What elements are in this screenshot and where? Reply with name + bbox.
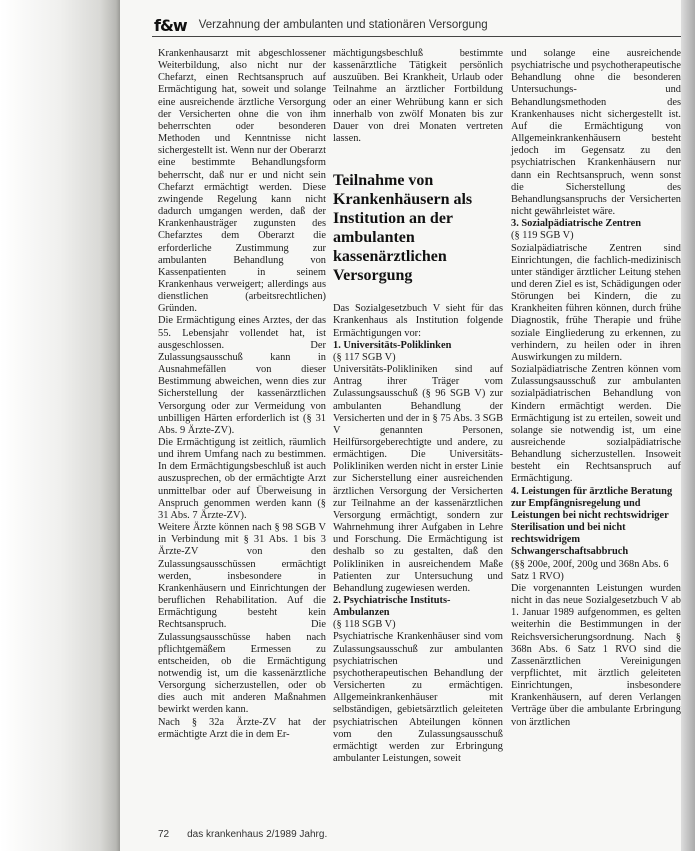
subsection-title: 1. Universitäts-Poliklinken — [333, 339, 452, 351]
paragraph: Die Ermächtigung ist zeitlich, räumlich und ihrem Umfang nach zu bestimmen. In dem Ermächtigungsbeschluß ist auch auszusprechen, ob der ermächtigte Arzt unmittelbar oder auf Überweisung in Anspruch genommen werden kann (§ 31 Abs. 7 Ärzte-ZV). — [158, 437, 326, 521]
journal-logo: f&w — [154, 15, 187, 35]
paragraph: Das Sozialgesetzbuch V sieht für das Krankenhaus als Institution folgende Ermächtigungen vor: — [333, 303, 503, 339]
column-3 — [511, 48, 681, 729]
paragraph: Nach § 32a Ärzte-ZV hat der ermächtigte Arzt die in dem Er- — [158, 716, 326, 740]
scan-right-edge — [681, 0, 695, 851]
paragraph: und solange eine ausreichende psychiatrische und psychotherapeutische Behandlung ohne die besonderen Untersuchungs- und Behandlungsmethoden des Krankenhauses nicht sichergestellt ist. Auf die Ermächtigung von Allgemeinkrankenhäusern besteht jedoch im Gegensatz zu den psychiatrischen Krankenhäusern nur dann ein Rechtsanspruch, wenn sonst die Sicherstellung des Behandlungsanspruchs der Versicherten nicht gewährleistet wäre. — [511, 48, 681, 218]
paragraph: Die vorgenannten Leistungen wurden nicht in das neue Sozialgesetzbuch V ab 1. Januar 1989 aufgenommen, es gelten weiterhin die Bestimmungen in der Reichsversicherungsordnung. Nach § 368n Abs. 6 Satz 1 RVO sind die Zassenärztlichen Vereinigungen verpflichtet, mit ärztlich geleiteten Einrichtungen, insbesondere Krankenhäusern, auf deren Verlangen Verträge über die ambulante Erbringung von ärztlichen — [511, 582, 681, 728]
section-heading: Teilnahme von Krankenhäusern als Institution an der ambulanten kassenärztlichen Versorgung — [333, 172, 473, 285]
page-number: 72 — [158, 829, 170, 840]
paragraph: Universitäts-Polikliniken sind auf Antrag ihrer Träger vom Zulassungsausschuß (§ 96 SGB V) zur ambulanten Behandlung der Versicherten und der in § 75 Abs. 3 SGB V genannten Personen, Heilfürsorgeberechtigte und andere, zu ermächtigen. Die Universitäts-Polikliniken werden nicht in erster Linie zur Sicherstellung einer ausreichenden ärztlichen Versorgung der Versicherten zur Teilnahme an der kassenärztlichen Versorgung ermächtigt, sondern zur Wahrnehmung ihrer Aufgaben in Lehre und Forschung. Die Ermächtigung ist deshalb so zu gestalten, daß den Polikliniken in ausreichendem Maße Patienten zur Untersuchung und Behandlung zugewiesen werden. — [333, 364, 503, 594]
scan-page-edge — [0, 0, 120, 851]
subsection-title: 4. Leistungen für ärztliche Beratung zur Empfängnisregelung und Leistungen bei nicht rechtswidriger Sterilisation und bei nicht rechtswidrigem Schwangerschaftsabbruch — [511, 485, 673, 558]
paragraph: Psychiatrische Krankenhäuser sind vom Zulassungsausschuß zur ambulanten psychiatrischen und psychotherapeutischen Behandlung der Versicherten zu ermächtigen. Allgemeinkrankenhäuser mit selbständigen, gebietsärztlich geleiteten psychiatrischen Abteilungen können vom den Zulassungsausschuß ermächtigt werden zur Erbringung ambulanter Leistungen, soweit — [333, 631, 503, 765]
footer-source: das krankenhaus 2/1989 Jahrg. — [187, 829, 328, 840]
column-2 — [333, 48, 503, 765]
subsection-title: 2. Psychiatrische Instituts-Ambulanzen — [333, 595, 451, 619]
paragraph: Sozialpädiatrische Zentren können vom Zulassungsausschuß zur ambulanten sozialpädiatrischen Behandlung von Kindern ermächtigt werden. Die Ermächtigung ist zu erteilen, soweit und solange sie notwendig ist, um eine ausreichende sozialpädiatrische Behandlung sicherzustellen. Insoweit besteht ein Rechtsanspruch auf Ermächtigung. — [511, 364, 681, 485]
header-title: Verzahnung der ambulanten und stationären Versorgung — [198, 19, 488, 31]
paragraph: Sozialpädiatrische Zentren sind Einrichtungen, die fachlich-medizinisch unter ständiger ärztlicher Leitung stehen und deren Ziel es ist, Schädigungen oder Störungen bei Kindern, die zu Krankheiten führen können, durch frühe Diagnostik, frühe Therapie und frühe soziale Eingliederung zu erkennen, zu verhindern, zu heilen oder in ihren Auswirkungen zu mildern. — [511, 242, 681, 363]
paragraph: Die Ermächtigung eines Arztes, der das 55. Lebensjahr vollendet hat, ist ausgeschlossen. Der Zulassungsausschuß kann in Ausnahmefällen von dieser Bestimmung abweichen, wenn dies zur Sicherstellung der kassenärztlichen Versorgung oder zur Vermeidung von unbilligen Härten erforderlich ist (§ 31 Abs. 9 Ärzte-ZV). — [158, 315, 326, 436]
subsection-reference: (§ 119 SGB V) — [511, 230, 574, 242]
running-header — [152, 14, 681, 37]
subsection-reference: (§§ 200e, 200f, 200g und 368n Abs. 6 Satz 1 RVO) — [511, 558, 669, 582]
column-1 — [158, 48, 326, 741]
paragraph: Krankenhausarzt mit abgeschlossener Weiterbildung, also nicht nur der Chefarzt, einen Rechtsanspruch auf Ermächtigung hat, soweit und solange eine ausreichende ärztliche Versorgung der Versicherten ohne die von ihm beherrschten oder besonderen Methoden und Kenntnisse nicht sichergestellt ist. Wenn nur der Oberarzt eine bestimmte Behandlungsform beherrscht, daß nur er und nicht sein Chefarzt ermächtigt werden. Diese zwingende Regelung kann nicht dadurch umgangen werden, daß der Krankenhausträger zugunsten des Chefarztes dem Oberarzt die erforderliche Zustimmung zur ambulanten Behandlung von Kassenpatienten in seinem Krankenhaus verweigert; allerdings aus dienstlichen (arbeitsrechtlichen) Gründen. — [158, 48, 326, 315]
subsection-reference: (§ 118 SGB V) — [333, 619, 396, 631]
page-footer — [158, 829, 558, 840]
paragraph: mächtigungsbeschluß bestimmte kassenärztliche Tätigkeit persönlich auszuüben. Bei Krankheit, Urlaub oder Teilnahme an ärztlicher Fortbildung oder an einer Wehrübung kann er sich innerhalb von zwölf Monaten bis zur Dauer von drei Monaten vertreten lassen. — [333, 48, 503, 145]
subsection-title: 3. Sozialpädiatrische Zentren — [511, 218, 641, 230]
subsection-reference: (§ 117 SGB V) — [333, 351, 396, 363]
paragraph: Weitere Ärzte können nach § 98 SGB V in Verbindung mit § 31 Abs. 1 bis 3 Ärzte-ZV von den Zulassungsausschüssen ermächtigt werden, insbesondere in Krankenhäusern und Einrichtungen der beruflichen Rehabilitation. Auf die Ermächtigung besteht kein Rechtsanspruch. Die Zulassungsausschüsse haben nach pflichtgemäßem Ermessen zu entscheiden, ob die Ermächtigung notwendig ist, um die kassenärztliche Versorgung sicherzustellen, oder ob dies auch mit anderen Maßnahmen bewirkt werden kann. — [158, 522, 326, 716]
